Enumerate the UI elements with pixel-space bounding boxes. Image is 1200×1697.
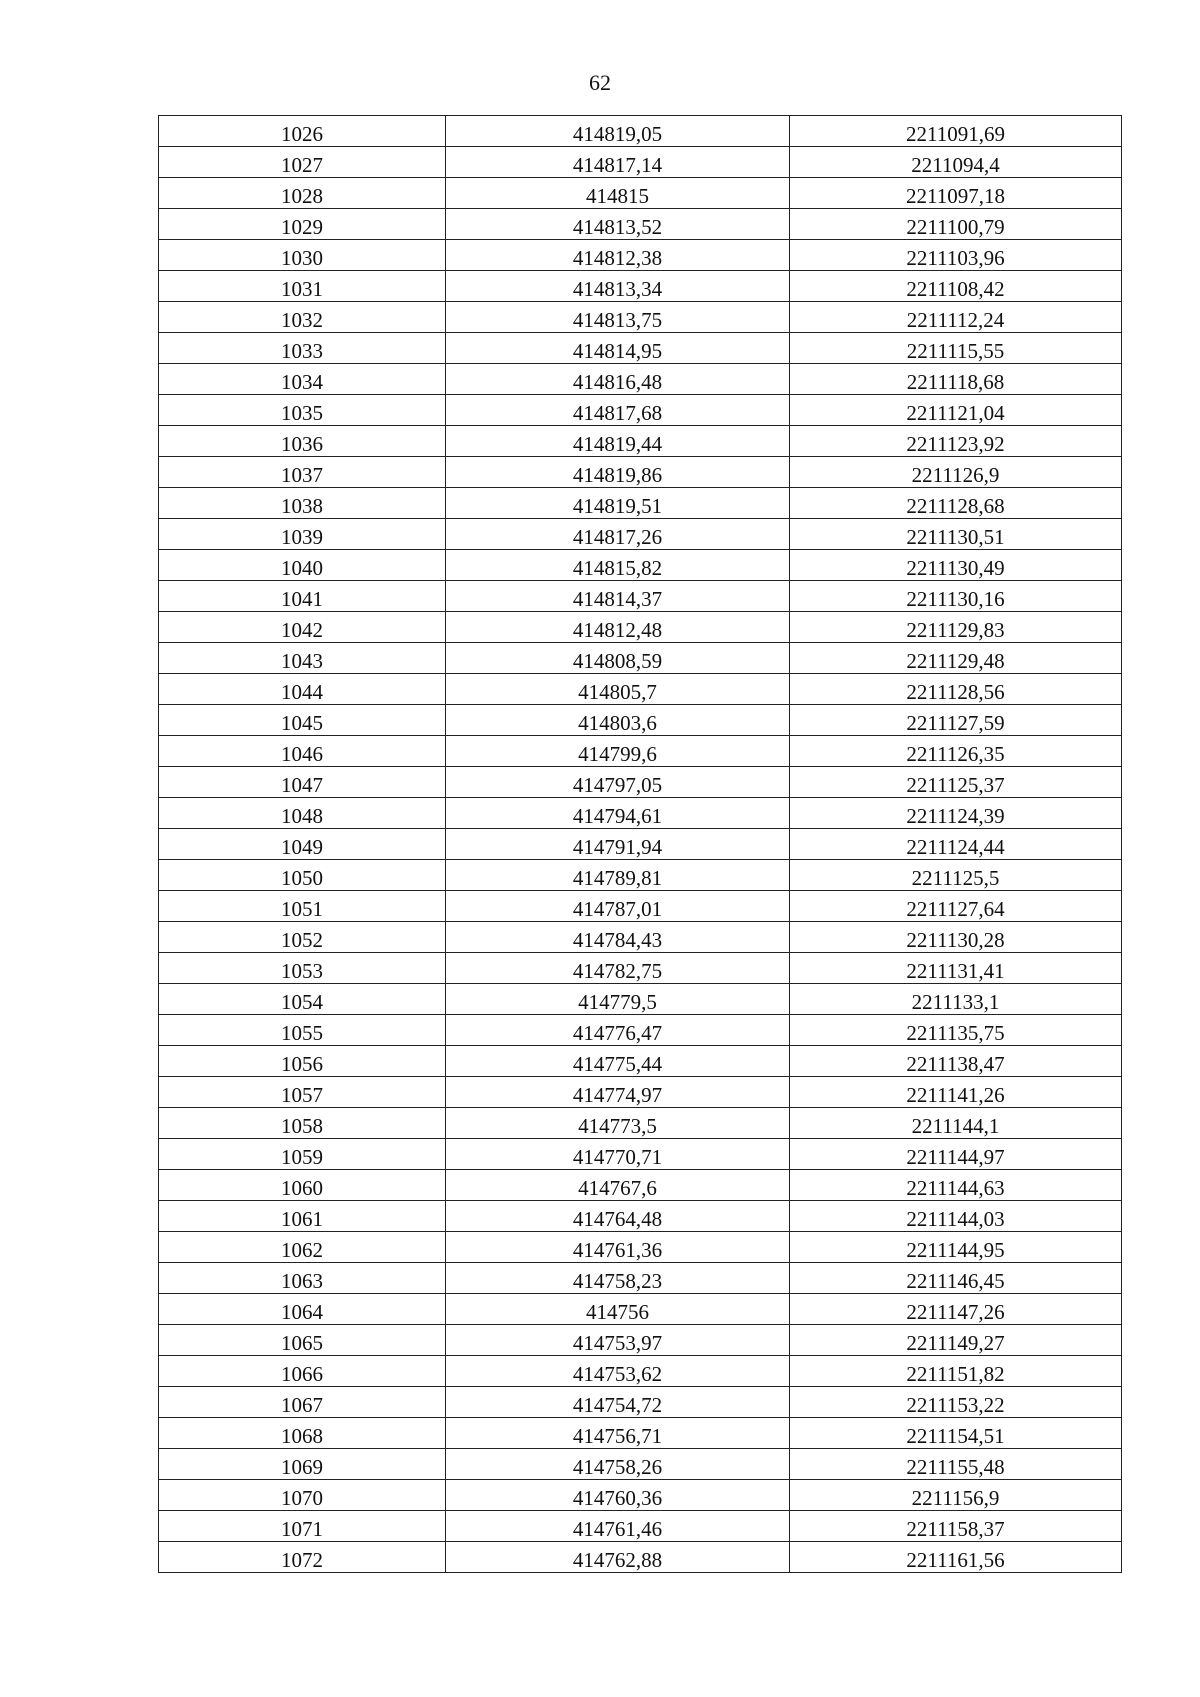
page-number: 62 xyxy=(589,70,611,95)
y-coordinate-cell: 2211121,04 xyxy=(790,395,1122,426)
x-coordinate-cell: 414760,36 xyxy=(446,1480,790,1511)
table-row xyxy=(159,612,1122,643)
point-number-cell: 1063 xyxy=(159,1263,446,1294)
point-number-cell: 1068 xyxy=(159,1418,446,1449)
y-coordinate-cell: 2211115,55 xyxy=(790,333,1122,364)
table-row xyxy=(159,798,1122,829)
y-coordinate-cell: 2211135,75 xyxy=(790,1015,1122,1046)
y-coordinate-cell: 2211130,49 xyxy=(790,550,1122,581)
y-coordinate-cell: 2211130,28 xyxy=(790,922,1122,953)
x-coordinate-cell: 414805,7 xyxy=(446,674,790,705)
table-row xyxy=(159,1232,1122,1263)
x-coordinate-cell: 414767,6 xyxy=(446,1170,790,1201)
x-coordinate-cell: 414770,71 xyxy=(446,1139,790,1170)
y-coordinate-cell: 2211144,95 xyxy=(790,1232,1122,1263)
x-coordinate-cell: 414819,51 xyxy=(446,488,790,519)
y-coordinate-cell: 2211154,51 xyxy=(790,1418,1122,1449)
y-coordinate-cell: 2211144,63 xyxy=(790,1170,1122,1201)
x-coordinate-cell: 414813,52 xyxy=(446,209,790,240)
point-number-cell: 1071 xyxy=(159,1511,446,1542)
table-row xyxy=(159,550,1122,581)
table-row xyxy=(159,922,1122,953)
table-row xyxy=(159,643,1122,674)
coordinates-table-body xyxy=(159,116,1122,1573)
point-number-cell: 1059 xyxy=(159,1139,446,1170)
point-number-cell: 1061 xyxy=(159,1201,446,1232)
table-row xyxy=(159,1511,1122,1542)
point-number-cell: 1060 xyxy=(159,1170,446,1201)
point-number-cell: 1031 xyxy=(159,271,446,302)
point-number-cell: 1052 xyxy=(159,922,446,953)
x-coordinate-cell: 414774,97 xyxy=(446,1077,790,1108)
table-row xyxy=(159,1108,1122,1139)
point-number-cell: 1051 xyxy=(159,891,446,922)
x-coordinate-cell: 414776,47 xyxy=(446,1015,790,1046)
table-row xyxy=(159,953,1122,984)
x-coordinate-cell: 414817,14 xyxy=(446,147,790,178)
y-coordinate-cell: 2211153,22 xyxy=(790,1387,1122,1418)
y-coordinate-cell: 2211127,59 xyxy=(790,705,1122,736)
table-row xyxy=(159,519,1122,550)
y-coordinate-cell: 2211129,83 xyxy=(790,612,1122,643)
point-number-cell: 1054 xyxy=(159,984,446,1015)
y-coordinate-cell: 2211108,42 xyxy=(790,271,1122,302)
point-number-cell: 1036 xyxy=(159,426,446,457)
y-coordinate-cell: 2211094,4 xyxy=(790,147,1122,178)
table-row xyxy=(159,1015,1122,1046)
point-number-cell: 1043 xyxy=(159,643,446,674)
x-coordinate-cell: 414775,44 xyxy=(446,1046,790,1077)
table-row xyxy=(159,1263,1122,1294)
y-coordinate-cell: 2211161,56 xyxy=(790,1542,1122,1573)
x-coordinate-cell: 414819,05 xyxy=(446,116,790,147)
x-coordinate-cell: 414779,5 xyxy=(446,984,790,1015)
table-row xyxy=(159,1418,1122,1449)
table-row xyxy=(159,1325,1122,1356)
x-coordinate-cell: 414816,48 xyxy=(446,364,790,395)
y-coordinate-cell: 2211156,9 xyxy=(790,1480,1122,1511)
point-number-cell: 1069 xyxy=(159,1449,446,1480)
point-number-cell: 1039 xyxy=(159,519,446,550)
y-coordinate-cell: 2211124,39 xyxy=(790,798,1122,829)
y-coordinate-cell: 2211112,24 xyxy=(790,302,1122,333)
table-row xyxy=(159,488,1122,519)
y-coordinate-cell: 2211100,79 xyxy=(790,209,1122,240)
table-row xyxy=(159,1387,1122,1418)
x-coordinate-cell: 414764,48 xyxy=(446,1201,790,1232)
x-coordinate-cell: 414814,37 xyxy=(446,581,790,612)
point-number-cell: 1066 xyxy=(159,1356,446,1387)
point-number-cell: 1030 xyxy=(159,240,446,271)
point-number-cell: 1048 xyxy=(159,798,446,829)
y-coordinate-cell: 2211125,37 xyxy=(790,767,1122,798)
table-row xyxy=(159,767,1122,798)
y-coordinate-cell: 2211130,16 xyxy=(790,581,1122,612)
point-number-cell: 1029 xyxy=(159,209,446,240)
table-row xyxy=(159,1356,1122,1387)
point-number-cell: 1046 xyxy=(159,736,446,767)
y-coordinate-cell: 2211129,48 xyxy=(790,643,1122,674)
table-row xyxy=(159,891,1122,922)
table-row xyxy=(159,364,1122,395)
table-row xyxy=(159,984,1122,1015)
y-coordinate-cell: 2211146,45 xyxy=(790,1263,1122,1294)
y-coordinate-cell: 2211123,92 xyxy=(790,426,1122,457)
x-coordinate-cell: 414813,75 xyxy=(446,302,790,333)
x-coordinate-cell: 414814,95 xyxy=(446,333,790,364)
y-coordinate-cell: 2211144,97 xyxy=(790,1139,1122,1170)
table-row xyxy=(159,1201,1122,1232)
y-coordinate-cell: 2211091,69 xyxy=(790,116,1122,147)
y-coordinate-cell: 2211151,82 xyxy=(790,1356,1122,1387)
table-row xyxy=(159,178,1122,209)
y-coordinate-cell: 2211131,41 xyxy=(790,953,1122,984)
x-coordinate-cell: 414789,81 xyxy=(446,860,790,891)
table-row xyxy=(159,581,1122,612)
point-number-cell: 1064 xyxy=(159,1294,446,1325)
point-number-cell: 1026 xyxy=(159,116,446,147)
y-coordinate-cell: 2211103,96 xyxy=(790,240,1122,271)
table-row xyxy=(159,333,1122,364)
table-row xyxy=(159,271,1122,302)
y-coordinate-cell: 2211138,47 xyxy=(790,1046,1122,1077)
table-row xyxy=(159,302,1122,333)
table-row xyxy=(159,1480,1122,1511)
x-coordinate-cell: 414815 xyxy=(446,178,790,209)
x-coordinate-cell: 414813,34 xyxy=(446,271,790,302)
point-number-cell: 1049 xyxy=(159,829,446,860)
x-coordinate-cell: 414812,38 xyxy=(446,240,790,271)
x-coordinate-cell: 414756 xyxy=(446,1294,790,1325)
point-number-cell: 1041 xyxy=(159,581,446,612)
y-coordinate-cell: 2211155,48 xyxy=(790,1449,1122,1480)
y-coordinate-cell: 2211133,1 xyxy=(790,984,1122,1015)
y-coordinate-cell: 2211128,68 xyxy=(790,488,1122,519)
table-row xyxy=(159,860,1122,891)
x-coordinate-cell: 414758,23 xyxy=(446,1263,790,1294)
point-number-cell: 1070 xyxy=(159,1480,446,1511)
y-coordinate-cell: 2211118,68 xyxy=(790,364,1122,395)
y-coordinate-cell: 2211127,64 xyxy=(790,891,1122,922)
y-coordinate-cell: 2211141,26 xyxy=(790,1077,1122,1108)
point-number-cell: 1065 xyxy=(159,1325,446,1356)
table-row xyxy=(159,426,1122,457)
x-coordinate-cell: 414797,05 xyxy=(446,767,790,798)
table-row xyxy=(159,1294,1122,1325)
y-coordinate-cell: 2211144,1 xyxy=(790,1108,1122,1139)
table-row xyxy=(159,116,1122,147)
table-row xyxy=(159,147,1122,178)
x-coordinate-cell: 414799,6 xyxy=(446,736,790,767)
point-number-cell: 1040 xyxy=(159,550,446,581)
table-row xyxy=(159,1139,1122,1170)
y-coordinate-cell: 2211130,51 xyxy=(790,519,1122,550)
table-row xyxy=(159,1077,1122,1108)
point-number-cell: 1072 xyxy=(159,1542,446,1573)
point-number-cell: 1037 xyxy=(159,457,446,488)
point-number-cell: 1035 xyxy=(159,395,446,426)
x-coordinate-cell: 414794,61 xyxy=(446,798,790,829)
point-number-cell: 1028 xyxy=(159,178,446,209)
x-coordinate-cell: 414784,43 xyxy=(446,922,790,953)
point-number-cell: 1067 xyxy=(159,1387,446,1418)
x-coordinate-cell: 414808,59 xyxy=(446,643,790,674)
x-coordinate-cell: 414773,5 xyxy=(446,1108,790,1139)
point-number-cell: 1053 xyxy=(159,953,446,984)
x-coordinate-cell: 414753,62 xyxy=(446,1356,790,1387)
table-row xyxy=(159,1449,1122,1480)
x-coordinate-cell: 414753,97 xyxy=(446,1325,790,1356)
x-coordinate-cell: 414787,01 xyxy=(446,891,790,922)
x-coordinate-cell: 414758,26 xyxy=(446,1449,790,1480)
y-coordinate-cell: 2211126,9 xyxy=(790,457,1122,488)
y-coordinate-cell: 2211126,35 xyxy=(790,736,1122,767)
x-coordinate-cell: 414815,82 xyxy=(446,550,790,581)
x-coordinate-cell: 414754,72 xyxy=(446,1387,790,1418)
x-coordinate-cell: 414819,44 xyxy=(446,426,790,457)
point-number-cell: 1042 xyxy=(159,612,446,643)
point-number-cell: 1045 xyxy=(159,705,446,736)
point-number-cell: 1033 xyxy=(159,333,446,364)
x-coordinate-cell: 414803,6 xyxy=(446,705,790,736)
point-number-cell: 1027 xyxy=(159,147,446,178)
x-coordinate-cell: 414791,94 xyxy=(446,829,790,860)
x-coordinate-cell: 414761,46 xyxy=(446,1511,790,1542)
point-number-cell: 1050 xyxy=(159,860,446,891)
point-number-cell: 1034 xyxy=(159,364,446,395)
y-coordinate-cell: 2211158,37 xyxy=(790,1511,1122,1542)
y-coordinate-cell: 2211097,18 xyxy=(790,178,1122,209)
point-number-cell: 1056 xyxy=(159,1046,446,1077)
x-coordinate-cell: 414817,68 xyxy=(446,395,790,426)
table-row xyxy=(159,395,1122,426)
point-number-cell: 1057 xyxy=(159,1077,446,1108)
table-row xyxy=(159,209,1122,240)
x-coordinate-cell: 414817,26 xyxy=(446,519,790,550)
coordinates-table xyxy=(158,115,1122,1573)
table-row xyxy=(159,240,1122,271)
table-row xyxy=(159,705,1122,736)
table-row xyxy=(159,1046,1122,1077)
point-number-cell: 1058 xyxy=(159,1108,446,1139)
y-coordinate-cell: 2211125,5 xyxy=(790,860,1122,891)
point-number-cell: 1062 xyxy=(159,1232,446,1263)
y-coordinate-cell: 2211149,27 xyxy=(790,1325,1122,1356)
table-row xyxy=(159,1542,1122,1573)
point-number-cell: 1047 xyxy=(159,767,446,798)
point-number-cell: 1055 xyxy=(159,1015,446,1046)
point-number-cell: 1044 xyxy=(159,674,446,705)
x-coordinate-cell: 414761,36 xyxy=(446,1232,790,1263)
x-coordinate-cell: 414782,75 xyxy=(446,953,790,984)
y-coordinate-cell: 2211147,26 xyxy=(790,1294,1122,1325)
point-number-cell: 1032 xyxy=(159,302,446,333)
table-row xyxy=(159,736,1122,767)
table-row xyxy=(159,1170,1122,1201)
y-coordinate-cell: 2211128,56 xyxy=(790,674,1122,705)
table-row xyxy=(159,457,1122,488)
x-coordinate-cell: 414812,48 xyxy=(446,612,790,643)
x-coordinate-cell: 414756,71 xyxy=(446,1418,790,1449)
table-row xyxy=(159,674,1122,705)
y-coordinate-cell: 2211124,44 xyxy=(790,829,1122,860)
y-coordinate-cell: 2211144,03 xyxy=(790,1201,1122,1232)
x-coordinate-cell: 414819,86 xyxy=(446,457,790,488)
x-coordinate-cell: 414762,88 xyxy=(446,1542,790,1573)
table-row xyxy=(159,829,1122,860)
point-number-cell: 1038 xyxy=(159,488,446,519)
